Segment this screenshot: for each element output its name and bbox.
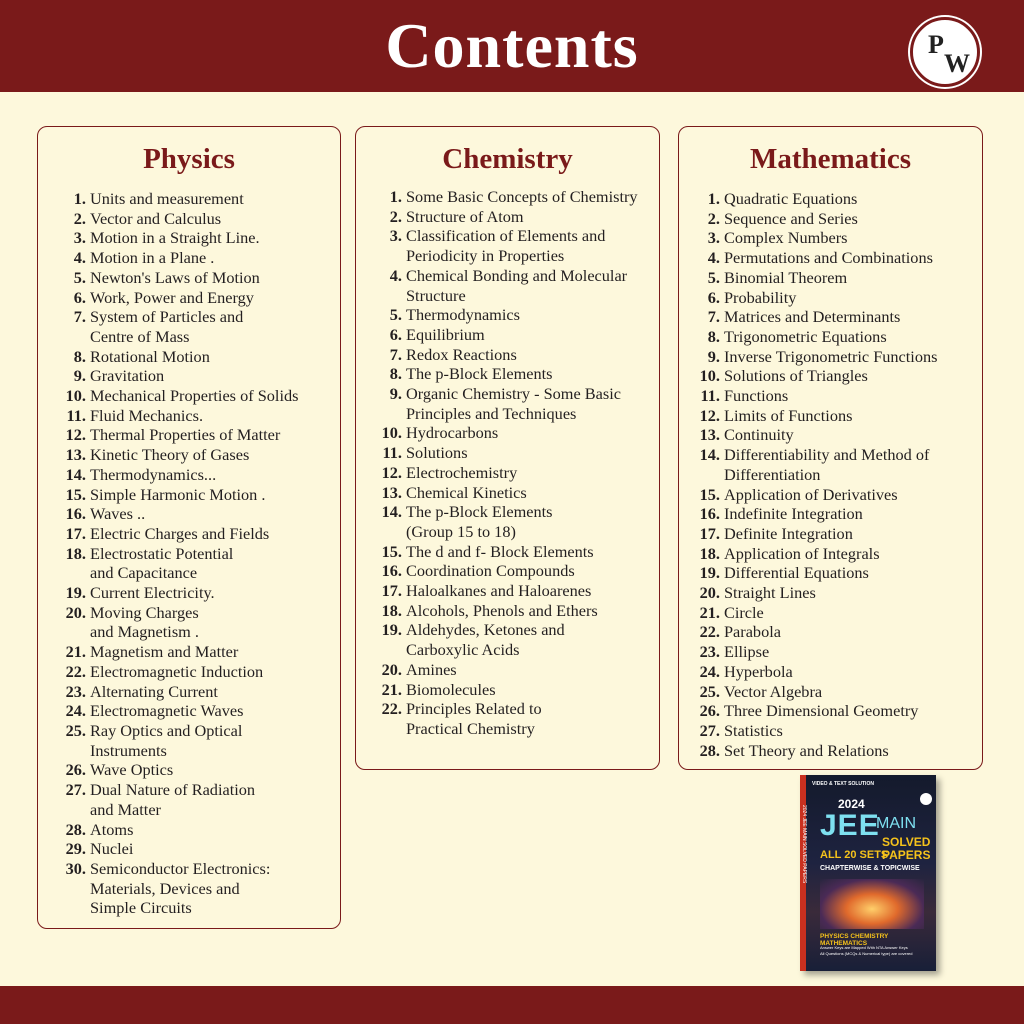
book-papers: PAPERS [882,848,931,862]
book-main: MAIN [876,815,916,832]
item-text: Coordination Compounds [406,561,575,581]
chemistry-panel [355,126,660,770]
item-text: Newton's Laws of Motion [90,267,260,287]
item-number: 6. [707,287,720,307]
physics-list-item [38,839,340,859]
item-text: Three Dimensional Geometry [724,701,919,721]
item-number: 17. [381,581,402,601]
item-text: Parabola [724,622,781,642]
chemistry-list-item [356,620,659,659]
mathematics-list-item [679,662,982,682]
chemistry-list-item [356,483,659,503]
item-text: Differential Equations [724,563,869,583]
item-text: Continuity [724,425,794,445]
item-number: 12. [381,462,402,482]
item-number: 9. [73,366,86,386]
mathematics-list [679,189,982,760]
item-number: 17. [699,523,720,543]
item-text: Electrostatic Potential and Capacitance [90,543,234,583]
physics-list-item [38,859,340,918]
mathematics-list-item [679,327,982,347]
item-number: 2. [73,208,86,228]
chemistry-list-item [356,423,659,443]
chemistry-list-item [356,443,659,463]
chemistry-list-item [356,364,659,384]
item-number: 21. [65,642,86,662]
item-text: Differentiability and Method of Differentiation [724,445,930,484]
physics-list-item [38,760,340,780]
item-number: 23. [65,681,86,701]
mathematics-list-item [679,248,982,268]
item-text: Electromagnetic Waves [90,701,244,721]
item-number: 12. [699,405,720,425]
item-number: 4. [707,248,720,268]
item-text: Thermal Properties of Matter [90,425,281,445]
item-number: 14. [699,445,720,465]
item-text: Nuclei [90,839,134,859]
item-text: Alcohols, Phenols and Ethers [406,600,598,620]
item-text: Ellipse [724,642,770,662]
item-text: Binomial Theorem [724,267,848,287]
mathematics-list-item [679,721,982,741]
item-number: 19. [381,620,402,640]
item-number: 5. [73,267,86,287]
item-number: 29. [65,839,86,859]
item-number: 30. [65,858,86,878]
item-number: 19. [65,583,86,603]
mathematics-list-item [679,504,982,524]
item-number: 22. [65,661,86,681]
book-logo-icon [920,793,932,805]
chemistry-list-item [356,561,659,581]
physics-list-item [38,504,340,524]
item-text: Complex Numbers [724,228,848,248]
item-number: 14. [381,502,402,522]
physics-list-item [38,701,340,721]
item-number: 9. [389,384,402,404]
item-text: Current Electricity. [90,583,215,603]
item-text: Waves .. [90,504,146,524]
mathematics-list-item [679,524,982,544]
item-text: Units and measurement [90,189,244,208]
physics-list-item [38,425,340,445]
logo-letter-p: P [928,30,944,59]
item-number: 11. [66,405,86,425]
physics-list-item [38,583,340,603]
mathematics-list-item [679,485,982,505]
mathematics-list-item [679,228,982,248]
mathematics-list-item [679,701,982,721]
mathematics-list-item [679,209,982,229]
item-number: 28. [699,740,720,760]
item-text: Definite Integration [724,523,853,543]
item-text: Inverse Trigonometric Functions [724,346,938,366]
logo-letter-w: W [944,49,970,78]
item-text: Electric Charges and Fields [90,523,270,543]
physics-panel [37,126,341,929]
book-top-label: VIDEO & TEXT SOLUTION [812,781,874,787]
physics-list-item [38,445,340,465]
item-text: Moving Charges and Magnetism . [90,602,199,642]
item-number: 28. [65,819,86,839]
item-number: 21. [381,679,402,699]
item-number: 20. [65,602,86,622]
item-text: Mechanical Properties of Solids [90,386,299,406]
item-text: Thermodynamics [406,305,520,325]
item-number: 21. [699,602,720,622]
physics-list-item [38,366,340,386]
item-number: 6. [389,324,402,344]
item-number: 26. [699,701,720,721]
physics-list-item [38,682,340,702]
item-text: Straight Lines [724,583,816,603]
item-text: Chemical Bonding and Molecular Structure [406,265,628,305]
physics-list [38,189,340,918]
item-text: Limits of Functions [724,405,853,425]
item-number: 16. [65,504,86,524]
item-text: Rotational Motion [90,346,210,366]
chemistry-list-item [356,187,659,207]
item-number: 10. [381,423,402,443]
physics-list-item [38,347,340,367]
item-number: 15. [381,541,402,561]
item-text: Work, Power and Energy [90,287,254,307]
physics-list-item [38,662,340,682]
item-number: 7. [73,307,86,327]
chemistry-title: Chemistry [442,143,573,175]
physics-list-item [38,485,340,505]
mathematics-list-item [679,622,982,642]
item-number: 19. [699,563,720,583]
item-number: 26. [65,760,86,780]
item-text: Gravitation [90,366,165,386]
item-text: Amines [406,659,457,679]
item-number: 6. [73,287,86,307]
item-text: Functions [724,386,789,406]
item-text: Vector and Calculus [90,208,222,228]
mathematics-list-item [679,425,982,445]
item-text: Set Theory and Relations [724,740,889,760]
chemistry-list-item [356,699,659,738]
item-text: Equilibrium [406,324,485,344]
item-number: 27. [65,780,86,800]
item-text: Semiconductor Electronics: Materials, Devices and Simple Circuits [90,858,271,918]
item-number: 25. [699,681,720,701]
chemistry-list-item [356,660,659,680]
chemistry-list-item [356,207,659,227]
chemistry-list-item [356,601,659,621]
item-text: Electromagnetic Induction [90,661,264,681]
mathematics-list-item [679,682,982,702]
item-number: 14. [65,464,86,484]
item-number: 20. [381,659,402,679]
book-jee: JEE [820,809,880,842]
page-title: Contents [385,10,639,81]
item-number: 20. [699,583,720,603]
item-text: Motion in a Straight Line. [90,228,260,248]
item-text: Vector Algebra [724,681,823,701]
book-all-sets: ALL 20 SETS [820,849,889,861]
item-text: Classification of Elements and Periodicity in Properties [406,226,606,266]
item-number: 3. [73,228,86,248]
physics-list-item [38,288,340,308]
item-number: 24. [699,661,720,681]
physics-list-item [38,307,340,346]
physics-list-item [38,603,340,642]
item-text: Matrices and Determinants [724,307,901,327]
item-number: 25. [65,720,86,740]
item-number: 2. [707,208,720,228]
item-number: 9. [707,346,720,366]
physics-list-item [38,189,340,209]
chemistry-list-item [356,581,659,601]
item-number: 8. [389,364,402,384]
item-text: Redox Reactions [406,344,517,364]
item-number: 15. [699,484,720,504]
item-number: 1. [73,189,86,208]
item-number: 10. [699,366,720,386]
item-text: Biomolecules [406,679,496,699]
physics-list-item [38,209,340,229]
mathematics-list-item [679,583,982,603]
mathematics-list-item [679,189,982,209]
item-text: Electrochemistry [406,462,518,482]
book-spine-text: 2024 JEE MAIN SOLVED PAPERS [801,805,807,884]
item-text: Kinetic Theory of Gases [90,445,250,465]
item-number: 5. [389,305,402,325]
mathematics-list-item [679,445,982,484]
physics-list-item [38,248,340,268]
item-number: 4. [73,248,86,268]
item-number: 13. [699,425,720,445]
mathematics-list-item [679,642,982,662]
physics-list-item [38,544,340,583]
item-number: 1. [389,187,402,206]
item-text: Circle [724,602,764,622]
mathematics-list-item [679,288,982,308]
item-number: 17. [65,523,86,543]
chemistry-list-item [356,542,659,562]
item-text: Wave Optics [90,760,174,780]
chemistry-list-item [356,345,659,365]
item-number: 13. [65,445,86,465]
item-number: 3. [707,228,720,248]
physics-list-item [38,642,340,662]
item-text: The d and f- Block Elements [406,541,594,561]
item-number: 8. [73,346,86,366]
item-text: Probability [724,287,797,307]
item-text: Hyperbola [724,661,793,681]
item-number: 12. [65,425,86,445]
item-number: 13. [381,482,402,502]
item-number: 23. [699,642,720,662]
item-number: 16. [381,561,402,581]
physics-list-item [38,820,340,840]
chemistry-list-item [356,384,659,423]
item-text: Structure of Atom [406,206,524,226]
mathematics-list-item [679,307,982,327]
footer-bar [0,986,1024,1024]
book-chapterwise: CHAPTERWISE & TOPICWISE [820,865,920,872]
mathematics-list-item [679,347,982,367]
mathematics-panel [678,126,983,770]
item-number: 18. [381,600,402,620]
chemistry-list [356,187,659,739]
item-number: 1. [707,189,720,208]
item-number: 5. [707,267,720,287]
item-text: Trigonometric Equations [724,326,887,346]
physics-list-item [38,386,340,406]
physics-list-item [38,524,340,544]
item-text: Simple Harmonic Motion . [90,484,266,504]
item-number: 27. [699,720,720,740]
book-note-1: Answer Keys are Mapped With NTA Answer Keys [820,945,908,950]
item-text: Application of Derivatives [724,484,898,504]
chemistry-list-item [356,680,659,700]
item-text: Sequence and Series [724,208,858,228]
item-text: Motion in a Plane . [90,248,215,268]
item-text: Magnetism and Matter [90,642,239,662]
item-text: The p-Block Elements [406,364,553,384]
item-text: Principles Related to Practical Chemistry [406,699,542,738]
item-text: Application of Integrals [724,543,880,563]
item-text: Quadratic Equations [724,189,858,208]
item-number: 22. [381,699,402,719]
chemistry-list-item [356,463,659,483]
mathematics-list-item [679,603,982,623]
book-note-2: All Questions (MCQs & Numerical type) are covered [820,951,913,956]
physics-list-item [38,780,340,819]
item-number: 18. [699,543,720,563]
item-number: 18. [65,543,86,563]
item-text: Solutions [406,443,468,463]
item-text: Fluid Mechanics. [90,405,204,425]
item-number: 7. [389,344,402,364]
item-number: 7. [707,307,720,327]
item-number: 4. [389,265,402,285]
item-number: 22. [699,622,720,642]
item-text: Permutations and Combinations [724,248,933,268]
item-number: 24. [65,701,86,721]
book-subjects: PHYSICS CHEMISTRY MATHEMATICS [820,933,889,947]
chemistry-list-item [356,226,659,265]
mathematics-title: Mathematics [749,143,912,175]
item-number: 8. [707,326,720,346]
chemistry-list-item [356,305,659,325]
chemistry-list-item [356,502,659,541]
book-solved: SOLVED [882,835,931,849]
item-text: Hydrocarbons [406,423,499,443]
mathematics-list-item [679,544,982,564]
item-text: Ray Optics and Optical Instruments [90,720,243,760]
item-text: Thermodynamics... [90,464,217,484]
header-bar [0,0,1024,92]
item-text: Indefinite Integration [724,504,863,524]
item-number: 11. [382,443,402,463]
item-text: Some Basic Concepts of Chemistry [406,187,638,206]
mathematics-list-item [679,406,982,426]
book-cover-art [820,879,924,929]
item-text: Chemical Kinetics [406,482,527,502]
book-year: 2024 [838,797,865,811]
item-text: Alternating Current [90,681,218,701]
item-number: 11. [700,386,720,406]
physics-list-item [38,228,340,248]
item-number: 16. [699,504,720,524]
mathematics-list-item [679,386,982,406]
pw-logo-icon [910,17,980,87]
book-cover-image [800,775,936,971]
chemistry-list-item [356,325,659,345]
physics-list-item [38,406,340,426]
item-text: The p-Block Elements (Group 15 to 18) [406,502,553,541]
item-number: 2. [389,206,402,226]
item-text: Atoms [90,819,134,839]
physics-title: Physics [143,143,235,175]
item-text: System of Particles and Centre of Mass [90,307,244,346]
chemistry-list-item [356,266,659,305]
item-number: 3. [389,226,402,246]
item-text: Haloalkanes and Haloarenes [406,581,592,601]
physics-list-item [38,465,340,485]
item-number: 10. [65,386,86,406]
item-text: Organic Chemistry - Some Basic Principles and Techniques [406,384,621,423]
physics-list-item [38,721,340,760]
item-text: Aldehydes, Ketones and Carboxylic Acids [406,620,565,660]
item-text: Dual Nature of Radiation and Matter [90,780,256,819]
item-text: Solutions of Triangles [724,366,868,386]
item-text: Statistics [724,720,783,740]
mathematics-list-item [679,268,982,288]
mathematics-list-item [679,366,982,386]
mathematics-list-item [679,563,982,583]
physics-list-item [38,268,340,288]
mathematics-list-item [679,741,982,761]
item-number: 15. [65,484,86,504]
